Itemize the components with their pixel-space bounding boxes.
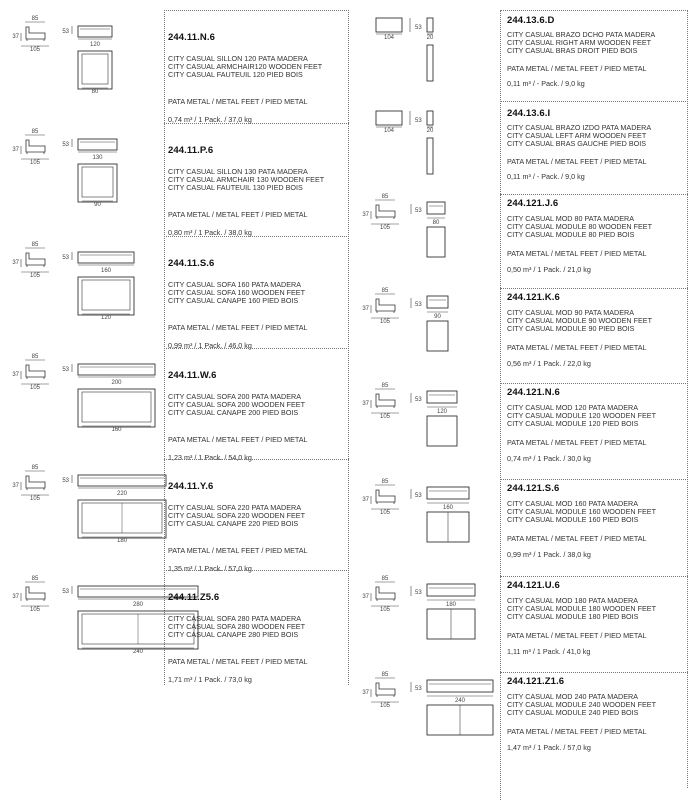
packaging-info: 1,23 m³ / 1 Pack. / 54,0 kg <box>168 453 252 462</box>
drawing-outline <box>376 111 402 125</box>
packaging-info: 1,35 m³ / 1 Pack. / 57,0 kg <box>168 564 252 573</box>
drawing-outline <box>427 391 457 403</box>
divider-horizontal <box>164 10 349 11</box>
dimension-label: 53 <box>415 686 422 692</box>
dimension-label: 37 <box>12 147 19 153</box>
product-name-line: CITY CASUAL MODULE 80 WOODEN FEET <box>507 222 652 232</box>
drawing-outline <box>82 54 108 84</box>
dimension-label: 53 <box>415 397 422 403</box>
packaging-info: 0,99 m³ / 1 Pack. / 46,0 kg <box>168 341 252 350</box>
dimension-label: 53 <box>415 25 422 31</box>
product-name-line: CITY CASUAL CANAPE 160 PIED BOIS <box>168 296 299 306</box>
dimension-label: 85 <box>31 354 39 360</box>
drawing-outline <box>427 45 433 81</box>
divider-horizontal <box>500 479 688 480</box>
product-drawing <box>0 572 170 682</box>
drawing-outline <box>82 280 130 310</box>
product-code: 244.11.P.6 <box>168 145 214 156</box>
dimension-label: 200 <box>111 380 122 386</box>
drawing-outline <box>427 321 448 351</box>
product-name-line: CITY CASUAL SOFA 280 PATA MADERA <box>168 614 302 623</box>
dimension-label: 105 <box>379 607 391 613</box>
product-names <box>168 281 305 305</box>
product-names <box>507 215 652 239</box>
dimension-label: 105 <box>29 47 41 53</box>
packaging-info: 0,74 m³ / 1 Pack. / 37,0 kg <box>168 115 252 124</box>
product-names <box>168 168 324 192</box>
product-names <box>168 393 305 417</box>
side-view-shape <box>26 476 45 488</box>
drawing-outline <box>78 164 117 202</box>
product-entry <box>348 578 688 674</box>
dimension-label: 85 <box>31 16 39 22</box>
drawing-outline <box>427 296 448 308</box>
drawing-outline <box>78 252 134 263</box>
dimension-label: 105 <box>29 273 41 279</box>
product-entry <box>0 461 348 571</box>
dimension-label: 180 <box>116 538 128 544</box>
dimension-label: 53 <box>415 302 422 308</box>
dimension-label: 37 <box>362 594 369 600</box>
feet-option: PATA METAL / METAL FEET / PIED METAL <box>507 157 647 166</box>
dimension-label: 37 <box>362 401 369 407</box>
packaging-info: 0,99 m³ / 1 Pack. / 38,0 kg <box>507 550 591 559</box>
dimension-label: 85 <box>381 672 389 678</box>
product-name-line: CITY CASUAL SOFA 220 PATA MADERA <box>168 503 302 512</box>
feet-option: PATA METAL / METAL FEET / PIED METAL <box>168 323 308 332</box>
product-name-line: CITY CASUAL ARMCHAIR 130 WOODEN FEET <box>168 175 325 185</box>
product-name-line: CITY CASUAL CANAPE 220 PIED BOIS <box>168 519 299 529</box>
product-code: 244.121.S.6 <box>507 483 560 494</box>
dimension-label: 240 <box>454 698 466 704</box>
feet-option: PATA METAL / METAL FEET / PIED METAL <box>507 343 647 352</box>
dimension-label: 53 <box>62 367 69 373</box>
divider-horizontal <box>164 348 349 349</box>
feet-option: PATA METAL / METAL FEET / PIED METAL <box>168 435 308 444</box>
product-drawing <box>348 103 508 203</box>
dimension-label: 120 <box>436 409 448 415</box>
dimension-label: 220 <box>116 491 128 497</box>
dimension-label: 85 <box>381 194 389 200</box>
dimension-label: 120 <box>100 315 112 321</box>
product-drawing <box>0 350 170 460</box>
dimension-label: 85 <box>31 576 39 582</box>
drawing-outline <box>427 487 469 499</box>
packaging-info: 0,80 m³ / 1 Pack. / 38,0 kg <box>168 228 252 237</box>
product-entry <box>348 103 688 203</box>
dimension-label: 37 <box>362 306 369 312</box>
dimension-label: 90 <box>434 314 441 320</box>
product-drawing <box>348 290 508 386</box>
dimension-label: 180 <box>445 602 457 608</box>
product-code: 244.11.Y.6 <box>168 481 214 492</box>
dimension-label: 37 <box>362 212 369 218</box>
product-names <box>168 615 305 639</box>
dimension-label: 85 <box>31 465 39 471</box>
product-name-line: CITY CASUAL MODULE 180 PIED BOIS <box>507 612 639 622</box>
product-names <box>168 55 322 79</box>
drawing-outline <box>78 389 155 427</box>
product-name-line: CITY CASUAL MOD 80 PATA MADERA <box>507 214 635 223</box>
feet-option: PATA METAL / METAL FEET / PIED METAL <box>507 727 647 736</box>
product-drawing <box>348 385 508 481</box>
feet-option: PATA METAL / METAL FEET / PIED METAL <box>168 546 308 555</box>
drawing-outline <box>427 138 433 174</box>
product-name-line: CITY CASUAL FAUTEUIL 130 PIED BOIS <box>168 183 303 193</box>
packaging-info: 0,56 m³ / 1 Pack. / 22,0 kg <box>507 359 591 368</box>
product-drawing <box>0 461 170 571</box>
side-view-shape <box>376 490 395 502</box>
feet-option: PATA METAL / METAL FEET / PIED METAL <box>507 631 647 640</box>
product-code: 244.11.Z5.6 <box>168 592 220 603</box>
product-name-line: CITY CASUAL SOFA 280 WOODEN FEET <box>168 622 305 632</box>
dimension-label: 37 <box>362 497 369 503</box>
product-names <box>507 500 656 524</box>
dimension-label: 105 <box>379 414 391 420</box>
product-drawing <box>348 10 508 110</box>
dimension-label: 37 <box>12 483 19 489</box>
side-view-shape <box>26 587 45 599</box>
drawing-outline <box>427 416 457 446</box>
product-names <box>507 404 656 428</box>
drawing-outline <box>78 364 155 375</box>
product-name-line: CITY CASUAL MODULE 240 PIED BOIS <box>507 708 639 718</box>
dimension-label: 120 <box>89 42 101 48</box>
side-view-shape <box>376 587 395 599</box>
dimension-label: 105 <box>29 385 41 391</box>
product-entry <box>348 481 688 577</box>
dimension-label: 37 <box>12 594 19 600</box>
drawing-outline <box>427 202 445 214</box>
product-name-line: CITY CASUAL CANAPE 200 PIED BOIS <box>168 408 299 418</box>
product-code: 244.121.N.6 <box>507 387 560 398</box>
product-names <box>507 31 655 55</box>
product-names <box>507 693 656 717</box>
dimension-label: 37 <box>12 260 19 266</box>
side-view-shape <box>26 365 45 377</box>
divider-horizontal <box>164 570 349 571</box>
product-code: 244.11.S.6 <box>168 258 215 269</box>
dimension-label: 160 <box>100 268 112 274</box>
side-view-shape <box>376 683 395 695</box>
dimension-label: 90 <box>94 202 101 208</box>
product-name-line: CITY CASUAL MODULE 180 WOODEN FEET <box>507 604 656 614</box>
dimension-label: 53 <box>415 118 422 124</box>
dimension-label: 37 <box>362 690 369 696</box>
product-entry <box>348 196 688 292</box>
product-name-line: CITY CASUAL LEFT ARM WOODEN FEET <box>507 131 647 141</box>
product-drawing <box>348 196 508 292</box>
product-entry <box>0 125 348 235</box>
product-name-line: CITY CASUAL MODULE 240 WOODEN FEET <box>507 700 656 710</box>
product-name-line: CITY CASUAL BRAZO DCHO PATA MADERA <box>507 30 656 39</box>
product-name-line: CITY CASUAL RIGHT ARM WOODEN FEET <box>507 38 652 48</box>
dimension-label: 53 <box>415 493 422 499</box>
product-name-line: CITY CASUAL MOD 90 PATA MADERA <box>507 308 635 317</box>
product-names <box>507 597 656 621</box>
dimension-label: 160 <box>442 505 454 511</box>
product-name-line: CITY CASUAL CANAPE 280 PIED BOIS <box>168 630 299 640</box>
dimension-label: 85 <box>381 383 389 389</box>
drawing-outline <box>78 277 134 315</box>
dimension-label: 85 <box>31 129 39 135</box>
packaging-info: 1,47 m³ / 1 Pack. / 57,0 kg <box>507 743 591 752</box>
product-entry <box>348 385 688 481</box>
product-entry <box>0 238 348 348</box>
dimension-label: 130 <box>92 155 103 161</box>
product-names <box>507 124 651 148</box>
product-name-line: CITY CASUAL MODULE 120 WOODEN FEET <box>507 411 656 421</box>
dimension-label: 105 <box>379 225 391 231</box>
drawing-outline <box>427 18 433 32</box>
feet-option: PATA METAL / METAL FEET / PIED METAL <box>507 534 647 543</box>
product-name-line: CITY CASUAL MODULE 90 WOODEN FEET <box>507 316 652 326</box>
product-drawing <box>0 238 170 348</box>
packaging-info: 0,11 m³ / - Pack. / 9,0 kg <box>507 172 585 181</box>
product-name-line: CITY CASUAL BRAS GAUCHE PIED BOIS <box>507 139 646 149</box>
product-name-line: CITY CASUAL MOD 120 PATA MADERA <box>507 403 639 412</box>
product-name-line: CITY CASUAL BRAS DROIT PIED BOIS <box>507 46 638 56</box>
product-name-line: CITY CASUAL MODULE 160 PIED BOIS <box>507 515 639 525</box>
divider-horizontal <box>164 459 349 460</box>
dimension-label: 80 <box>432 220 440 226</box>
dimension-label: 85 <box>381 576 389 582</box>
dimension-label: 37 <box>12 372 19 378</box>
product-entry <box>348 290 688 386</box>
drawing-outline <box>78 475 166 486</box>
dimension-label: 105 <box>379 703 391 709</box>
drawing-outline <box>82 392 151 422</box>
product-name-line: CITY CASUAL SILLON 130 PATA MADERA <box>168 167 308 176</box>
product-name-line: CITY CASUAL SOFA 200 PATA MADERA <box>168 392 302 401</box>
divider-horizontal <box>164 236 349 237</box>
side-view-shape <box>26 140 45 152</box>
product-drawing <box>348 674 508 770</box>
product-code: 244.13.6.D <box>507 15 555 26</box>
dimension-label: 20 <box>426 35 434 41</box>
packaging-info: 1,71 m³ / 1 Pack. / 73,0 kg <box>168 675 252 684</box>
dimension-label: 240 <box>132 649 144 655</box>
dimension-label: 53 <box>62 255 69 261</box>
drawing-outline <box>427 111 433 125</box>
divider-horizontal <box>500 576 688 577</box>
dimension-label: 105 <box>379 510 391 516</box>
side-view-shape <box>376 394 395 406</box>
dimension-label: 160 <box>111 427 122 433</box>
product-name-line: CITY CASUAL MODULE 160 WOODEN FEET <box>507 507 656 517</box>
dimension-label: 53 <box>62 29 69 35</box>
feet-option: PATA METAL / METAL FEET / PIED METAL <box>168 657 308 666</box>
side-view-shape <box>26 253 45 265</box>
drawing-outline <box>78 139 117 150</box>
product-name-line: CITY CASUAL MOD 180 PATA MADERA <box>507 596 639 605</box>
packaging-info: 0,50 m³ / 1 Pack. / 21,0 kg <box>507 265 591 274</box>
divider-horizontal <box>500 288 688 289</box>
product-name-line: CITY CASUAL BRAZO IZDO PATA MADERA <box>507 123 652 132</box>
product-entry <box>0 572 348 682</box>
product-entry <box>0 350 348 460</box>
packaging-info: 0,74 m³ / 1 Pack. / 30,0 kg <box>507 454 591 463</box>
drawing-outline <box>376 18 402 32</box>
drawing-outline <box>427 227 445 257</box>
product-code: 244.121.K.6 <box>507 292 560 303</box>
drawing-outline <box>78 26 112 37</box>
product-code: 244.121.J.6 <box>507 198 559 209</box>
product-name-line: CITY CASUAL MOD 160 PATA MADERA <box>507 499 639 508</box>
dimension-label: 105 <box>29 607 41 613</box>
feet-option: PATA METAL / METAL FEET / PIED METAL <box>168 97 308 106</box>
dimension-label: 85 <box>381 479 389 485</box>
drawing-outline <box>78 51 112 89</box>
side-view-shape <box>376 205 395 217</box>
product-name-line: CITY CASUAL SOFA 160 PATA MADERA <box>168 280 302 289</box>
product-names <box>507 309 652 333</box>
product-name-line: CITY CASUAL SILLON 120 PATA MADERA <box>168 54 308 63</box>
product-names <box>168 504 305 528</box>
dimension-label: 53 <box>415 590 422 596</box>
dimension-label: 53 <box>62 589 69 595</box>
product-name-line: CITY CASUAL SOFA 200 WOODEN FEET <box>168 400 305 410</box>
dimension-label: 53 <box>415 208 422 214</box>
drawing-outline <box>427 680 493 692</box>
dimension-label: 80 <box>91 89 99 95</box>
product-drawing <box>0 125 170 235</box>
dimension-label: 105 <box>379 319 391 325</box>
dimension-label: 104 <box>383 128 395 134</box>
side-view-shape <box>376 299 395 311</box>
product-entry <box>0 12 348 122</box>
feet-option: PATA METAL / METAL FEET / PIED METAL <box>168 210 308 219</box>
product-name-line: CITY CASUAL MODULE 120 PIED BOIS <box>507 419 639 429</box>
product-name-line: CITY CASUAL FAUTEUIL 120 PIED BOIS <box>168 70 303 80</box>
dimension-label: 104 <box>383 35 395 41</box>
dimension-label: 53 <box>62 142 69 148</box>
product-drawing <box>348 481 508 577</box>
product-drawing <box>348 578 508 674</box>
product-name-line: CITY CASUAL ARMCHAIR120 WOODEN FEET <box>168 62 323 72</box>
dimension-label: 85 <box>31 242 39 248</box>
product-code: 244.121.U.6 <box>507 580 560 591</box>
product-name-line: CITY CASUAL MOD 240 PATA MADERA <box>507 692 639 701</box>
packaging-info: 0,11 m³ / - Pack. / 9,0 kg <box>507 79 585 88</box>
product-entry <box>348 10 688 110</box>
dimension-label: 105 <box>29 496 41 502</box>
product-name-line: CITY CASUAL MODULE 80 PIED BOIS <box>507 230 635 240</box>
divider-horizontal <box>164 123 349 124</box>
product-code: 244.11.N.6 <box>168 32 215 43</box>
divider-horizontal <box>500 383 688 384</box>
divider-horizontal <box>500 672 688 673</box>
dimension-label: 85 <box>381 288 389 294</box>
feet-option: PATA METAL / METAL FEET / PIED METAL <box>507 438 647 447</box>
divider-horizontal <box>500 194 688 195</box>
product-code: 244.121.Z1.6 <box>507 676 565 687</box>
product-name-line: CITY CASUAL SOFA 220 WOODEN FEET <box>168 511 305 521</box>
product-name-line: CITY CASUAL SOFA 160 WOODEN FEET <box>168 288 305 298</box>
divider-horizontal <box>500 101 688 102</box>
side-view-shape <box>26 27 45 39</box>
drawing-outline <box>427 584 475 596</box>
feet-option: PATA METAL / METAL FEET / PIED METAL <box>507 64 647 73</box>
product-drawing <box>0 12 170 122</box>
packaging-info: 1,11 m³ / 1 Pack. / 41,0 kg <box>507 647 591 656</box>
dimension-label: 53 <box>62 478 69 484</box>
product-code: 244.11.W.6 <box>168 370 217 381</box>
product-code: 244.13.6.I <box>507 108 551 119</box>
product-entry <box>348 674 688 770</box>
dimension-label: 37 <box>12 34 19 40</box>
product-name-line: CITY CASUAL MODULE 90 PIED BOIS <box>507 324 635 334</box>
drawing-outline <box>82 167 113 197</box>
dimension-label: 280 <box>132 602 144 608</box>
feet-option: PATA METAL / METAL FEET / PIED METAL <box>507 249 647 258</box>
dimension-label: 105 <box>29 160 41 166</box>
dimension-label: 20 <box>426 128 434 134</box>
